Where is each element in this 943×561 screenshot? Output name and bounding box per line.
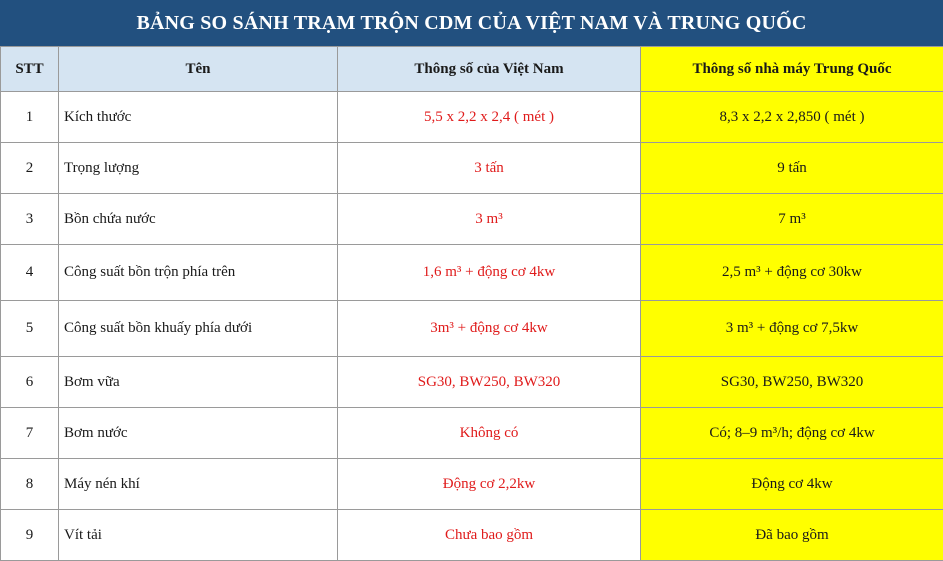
china-cell: Động cơ 4kw	[641, 459, 943, 510]
china-cell: 9 tấn	[641, 143, 943, 194]
table-row	[1, 301, 943, 357]
stt-cell: 1	[1, 92, 59, 143]
vietnam-cell: Không có	[338, 408, 641, 459]
table-row	[1, 510, 943, 561]
table-row	[1, 92, 943, 143]
name-cell: Bơm vữa	[59, 357, 338, 408]
vietnam-cell: Chưa bao gồm	[338, 510, 641, 561]
name-cell: Công suất bồn trộn phía trên	[59, 245, 338, 301]
stt-cell: 5	[1, 301, 59, 357]
vietnam-cell: 1,6 m³ + động cơ 4kw	[338, 245, 641, 301]
vietnam-cell: SG30, BW250, BW320	[338, 357, 641, 408]
name-cell: Vít tải	[59, 510, 338, 561]
china-cell: 3 m³ + động cơ 7,5kw	[641, 301, 943, 357]
stt-cell: 4	[1, 245, 59, 301]
stt-cell: 9	[1, 510, 59, 561]
table-row	[1, 194, 943, 245]
vietnam-cell: 3 m³	[338, 194, 641, 245]
table-row	[1, 143, 943, 194]
name-cell: Trọng lượng	[59, 143, 338, 194]
vietnam-cell: 3m³ + động cơ 4kw	[338, 301, 641, 357]
table-title: BẢNG SO SÁNH TRẠM TRỘN CDM CỦA VIỆT NAM VÀ TRUNG QUỐC	[0, 0, 943, 46]
header-stt: STT	[1, 47, 59, 92]
china-cell: Có; 8–9 m³/h; động cơ 4kw	[641, 408, 943, 459]
stt-cell: 2	[1, 143, 59, 194]
table-row	[1, 459, 943, 510]
table-row	[1, 357, 943, 408]
name-cell: Máy nén khí	[59, 459, 338, 510]
stt-cell: 8	[1, 459, 59, 510]
vietnam-cell: Động cơ 2,2kw	[338, 459, 641, 510]
china-cell: 2,5 m³ + động cơ 30kw	[641, 245, 943, 301]
vietnam-cell: 5,5 x 2,2 x 2,4 ( mét )	[338, 92, 641, 143]
name-cell: Bơm nước	[59, 408, 338, 459]
comparison-table	[0, 46, 943, 561]
china-cell: Đã bao gồm	[641, 510, 943, 561]
stt-cell: 6	[1, 357, 59, 408]
header-vietnam: Thông số của Việt Nam	[338, 47, 641, 92]
china-cell: 7 m³	[641, 194, 943, 245]
stt-cell: 7	[1, 408, 59, 459]
china-cell: SG30, BW250, BW320	[641, 357, 943, 408]
table-row	[1, 245, 943, 301]
header-name: Tên	[59, 47, 338, 92]
header-china: Thông số nhà máy Trung Quốc	[641, 47, 943, 92]
table-row	[1, 408, 943, 459]
name-cell: Kích thước	[59, 92, 338, 143]
vietnam-cell: 3 tấn	[338, 143, 641, 194]
stt-cell: 3	[1, 194, 59, 245]
name-cell: Bồn chứa nước	[59, 194, 338, 245]
header-row	[1, 47, 943, 92]
name-cell: Công suất bồn khuấy phía dưới	[59, 301, 338, 357]
china-cell: 8,3 x 2,2 x 2,850 ( mét )	[641, 92, 943, 143]
